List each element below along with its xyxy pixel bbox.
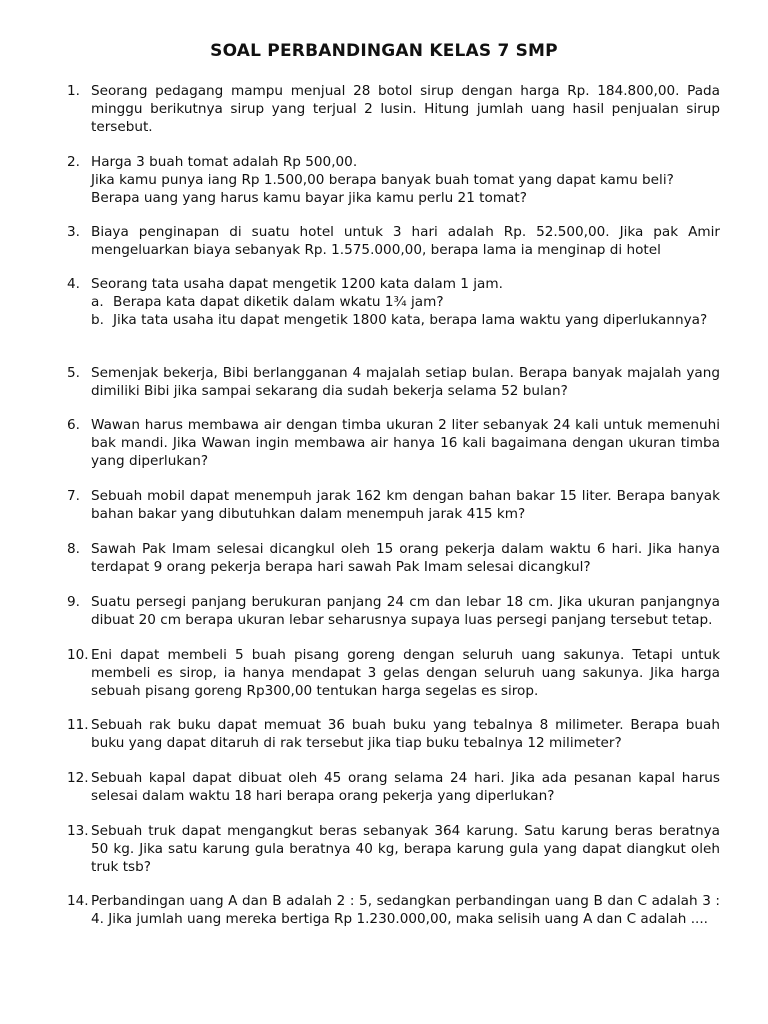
question-number: 13. <box>67 823 89 839</box>
question-number: 4. <box>67 276 80 292</box>
subquestion-a <box>91 293 720 311</box>
question-8 <box>67 540 720 576</box>
question-text: Seorang pedagang mampu menjual 28 botol sirup dengan harga Rp. 184.800,00. Pada minggu berikutnya sirup yang terjual 2 lusin. Hitung jumlah uang hasil penjualan sirup tersebut. <box>91 83 720 135</box>
question-text: Wawan harus membawa air dengan timba ukuran 2 liter sebanyak 24 kali untuk memenuhi bak mandi. Jika Wawan ingin membawa air hanya 16 kali bagaimana dengan ukuran timba yang diperlukan? <box>91 417 720 469</box>
question-number: 9. <box>67 594 80 610</box>
question-text: Seorang tata usaha dapat mengetik 1200 kata dalam 1 jam. <box>91 276 503 292</box>
question-text: Sebuah mobil dapat menempuh jarak 162 km dengan bahan bakar 15 liter. Berapa banyak bahan bakar yang dibutuhkan dalam menempuh jarak 415 km? <box>91 488 720 522</box>
question-3 <box>67 223 720 259</box>
question-14 <box>67 892 720 928</box>
question-9 <box>67 593 720 629</box>
question-number: 1. <box>67 83 80 99</box>
subquestion-label: b. <box>91 312 104 328</box>
question-text: Perbandingan uang A dan B adalah 2 : 5, sedangkan perbandingan uang B dan C adalah 3 : 4. Jika jumlah uang mereka bertiga Rp 1.230.000,00, maka selisih uang A dan C adalah .... <box>91 893 720 927</box>
question-text: Eni dapat membeli 5 buah pisang goreng dengan seluruh uang sakunya. Tetapi untuk membeli es sirop, ia hanya mendapat 3 gelas dengan seluruh uang sakunya. Jika harga sebuah pisang goreng Rp300,00 tentukan harga segelas es sirop. <box>91 647 720 699</box>
question-text: Biaya penginapan di suatu hotel untuk 3 hari adalah Rp. 52.500,00. Jika pak Amir mengeluarkan biaya sebanyak Rp. 1.575.000,00, berapa lama ia menginap di hotel <box>91 224 720 258</box>
question-number: 6. <box>67 417 80 433</box>
question-5 <box>67 364 720 400</box>
question-text <box>91 153 720 207</box>
question-4 <box>67 275 720 329</box>
question-11 <box>67 716 720 752</box>
question-line: Harga 3 buah tomat adalah Rp 500,00. <box>91 154 358 170</box>
question-text: Sebuah rak buku dapat memuat 36 buah buku yang tebalnya 8 milimeter. Berapa buah buku yang dapat ditaruh di rak tersebut jika tiap buku tebalnya 12 milimeter? <box>91 717 720 751</box>
question-number: 8. <box>67 541 80 557</box>
subquestion-text: Berapa kata dapat diketik dalam wkatu 1¾ jam? <box>113 294 444 310</box>
question-text: Sebuah truk dapat mengangkut beras sebanyak 364 karung. Satu karung beras beratnya 50 kg. Jika satu karung gula beratnya 40 kg, berapa karung gula yang dapat diangkut oleh truk tsb? <box>91 823 720 875</box>
question-line: Berapa uang yang harus kamu bayar jika kamu perlu 21 tomat? <box>91 190 527 206</box>
question-number: 3. <box>67 224 80 240</box>
subquestion-label: a. <box>91 294 104 310</box>
question-number: 5. <box>67 365 80 381</box>
question-text: Semenjak bekerja, Bibi berlangganan 4 majalah setiap bulan. Berapa banyak majalah yang dimiliki Bibi jika sampai sekarang dia sudah bekerja selama 52 bulan? <box>91 365 720 399</box>
question-text: Sawah Pak Imam selesai dicangkul oleh 15 orang pekerja dalam waktu 6 hari. Jika hanya terdapat 9 orang pekerja berapa hari sawah Pak Imam selesai dicangkul? <box>91 541 720 575</box>
question-number: 7. <box>67 488 80 504</box>
question-12 <box>67 769 720 805</box>
question-number: 11. <box>67 717 89 733</box>
question-13 <box>67 822 720 876</box>
page-title: SOAL PERBANDINGAN KELAS 7 SMP <box>210 41 558 61</box>
question-number: 2. <box>67 154 80 170</box>
question-text: Sebuah kapal dapat dibuat oleh 45 orang selama 24 hari. Jika ada pesanan kapal harus selesai dalam waktu 18 hari berapa orang pekerja yang diperlukan? <box>91 770 720 804</box>
subquestion-text: Jika tata usaha itu dapat mengetik 1800 kata, berapa lama waktu yang diperlukannya? <box>113 312 708 328</box>
question-number: 14. <box>67 893 89 909</box>
question-6 <box>67 416 720 470</box>
question-7 <box>67 487 720 523</box>
question-line: Jika kamu punya iang Rp 1.500,00 berapa banyak buah tomat yang dapat kamu beli? <box>91 172 674 188</box>
subquestion-b <box>91 311 720 329</box>
question-text: Suatu persegi panjang berukuran panjang 24 cm dan lebar 18 cm. Jika ukuran panjangnya dibuat 20 cm berapa ukuran lebar seharusnya supaya luas persegi panjang tersebut tetap. <box>91 594 720 628</box>
question-2 <box>67 153 720 207</box>
question-number: 12. <box>67 770 89 786</box>
question-10 <box>67 646 720 700</box>
question-number: 10. <box>67 647 89 663</box>
question-1 <box>67 82 720 136</box>
